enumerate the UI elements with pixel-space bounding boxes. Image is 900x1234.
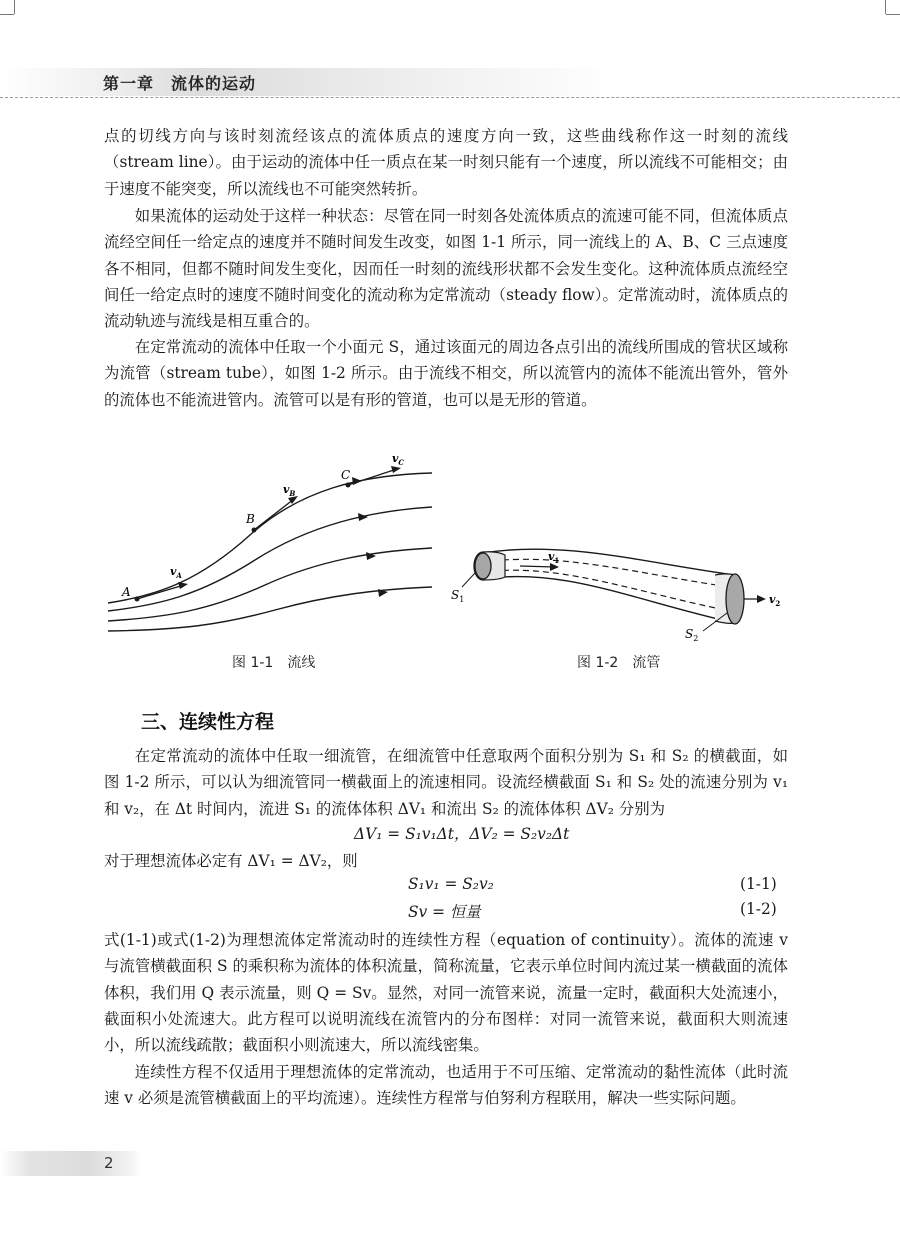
continuity-paragraph-2: 对于理想流体必定有 ΔV₁ = ΔV₂，则 xyxy=(104,852,358,870)
section-title: 三、连续性方程 xyxy=(141,711,275,733)
paragraph-3: 在定常流动的流体中任取一个小面元 S，通过该面元的周边各点引出的流线所围成的管状区域称为流管（stream tube），如图 1-2 所示。由于流线不相交，所以流管内的流体不能流出管外，管外的流体也不能流进管内。流管可以是有形的管道，也可以是无形的管道。 xyxy=(104,338,788,409)
point-b xyxy=(252,528,257,533)
label-vc: $v_C$ xyxy=(392,452,404,467)
figure-stream-tube xyxy=(445,535,795,650)
velocity-arrowhead-c xyxy=(391,466,401,473)
equation-volumes: ΔV₁ = S₁v₁Δt，ΔV₂ = S₂v₂Δt xyxy=(354,825,570,843)
cross-section-s2 xyxy=(726,574,744,624)
cross-section-s1-face xyxy=(475,553,491,579)
streamline-3 xyxy=(108,548,432,621)
figure-streamlines xyxy=(100,445,450,645)
header-dashed-rule xyxy=(0,97,900,98)
tube-lower-wall xyxy=(483,577,735,623)
equation-1-2: Sv = 恒量 xyxy=(408,903,481,921)
velocity-vector-c xyxy=(348,469,397,485)
point-c xyxy=(346,483,351,488)
paragraph-1: 点的切线方向与该时刻流经该点的流体质点的速度方向一致，这些曲线称作这一时刻的流线（stream line）。由于运动的流体中任一质点在某一时刻只能有一个速度，所以流线不可能相交；由于速度不能突变，所以流线也不可能突然转折。 xyxy=(104,127,788,198)
tube-upper-wall xyxy=(483,549,735,575)
label-s1: $S_1$ xyxy=(451,588,465,604)
streamline-2 xyxy=(108,507,432,611)
velocity-arrowhead-v2 xyxy=(757,595,766,603)
velocity-vector-b xyxy=(254,499,294,530)
equation-1-1: S₁v₁ = S₂v₂ xyxy=(408,875,494,893)
label-va: $v_A$ xyxy=(170,565,182,580)
crop-mark-top-right-h xyxy=(886,14,900,15)
paragraph-2: 如果流体的运动处于这样一种状态：尽管在同一时刻各处流体质点的流速可能不同，但流体质点流经空间任一给定点的速度并不随时间发生改变，如图 1-1 所示，同一流线上的 A、B、C 三点速度各不相同，但都不随时间发生变化，因而任一时刻的流线形状都不会发生变化。这种流体质点流经空间任一给定点时的速度不随时间变化的流动称为定常流动（steady flow）。定常流动时，流体质点的流动轨迹与流线是相互重合的。 xyxy=(104,207,788,331)
tube-streamline-dashed xyxy=(493,559,730,587)
continuity-paragraph-4: 连续性方程不仅适用于理想流体的定常流动，也适用于不可压缩、定常流动的黏性流体（此时流速 v 必须是流管横截面上的平均流速）。连续性方程常与伯努利方程联用，解决一些实际问题。 xyxy=(104,1063,788,1108)
velocity-vector-v1 xyxy=(520,566,555,567)
label-c: C xyxy=(341,468,351,482)
streamline-arrowhead xyxy=(358,513,368,521)
label-b: B xyxy=(246,512,255,526)
crop-mark-top-right-v xyxy=(885,0,886,14)
page-number: 2 xyxy=(104,1154,114,1172)
label-a: A xyxy=(122,585,131,599)
continuity-paragraph-3: 式(1-1)或式(1-2)为理想流体定常流动时的连续性方程（equation of continuity）。流体的流速 v 与流管横截面积 S 的乘积称为流体的体积流量，简称流量，它表示单位时间内流过某一横截面的流体体积，我们用 Q 表示流量，则 Q = Sv。显然，对同一流管来说，流量一定时，截面积大处流速小，截面积小处流速大。此方程可以说明流线在流管内的分布图样：对同一流管来说，截面积大则流速小，所以流线疏散；截面积小则流速大，所以流线密集。 xyxy=(104,931,788,1055)
label-v1: $v_1$ xyxy=(548,550,560,565)
velocity-arrowhead-a xyxy=(178,582,188,589)
equation-1-1-number: (1-1) xyxy=(740,875,777,893)
equation-1-2-number: (1-2) xyxy=(740,900,777,918)
point-a xyxy=(135,597,140,602)
label-v2: $v_2$ xyxy=(769,593,781,608)
figure-1-2-caption: 图 1-2 流管 xyxy=(577,655,661,671)
continuity-paragraph-1: 在定常流动的流体中任取一细流管，在细流管中任意取两个面积分别为 S₁ 和 S₂ 的横截面，如图 1-2 所示，可以认为细流管同一横截面上的流速相同。设流经横截面 S₁ 和 S₂ 处的流速分别为 v₁ 和 v₂，在 Δt 时间内，流进 S₁ 的流体体积 ΔV₁ 和流出 S₂ 的流体体积 ΔV₂ 分别为 xyxy=(104,747,788,818)
label-s2: $S_2$ xyxy=(685,627,699,643)
leader-line-s1 xyxy=(462,573,475,587)
label-vb: $v_B$ xyxy=(283,483,296,498)
chapter-title: 第一章 流体的运动 xyxy=(103,74,257,93)
footer-band xyxy=(0,1151,142,1176)
figure-1-1-caption: 图 1-1 流线 xyxy=(232,655,316,671)
crop-mark-top-left-v xyxy=(14,0,15,14)
crop-mark-top-left-h xyxy=(0,14,14,15)
